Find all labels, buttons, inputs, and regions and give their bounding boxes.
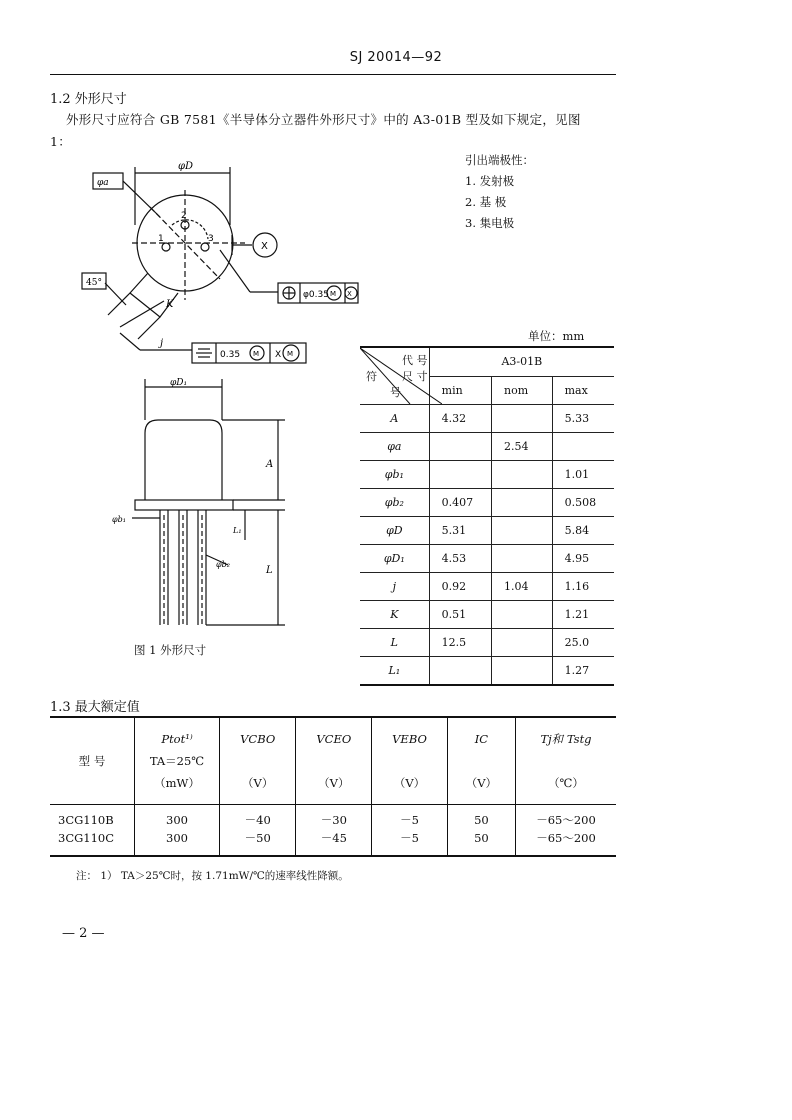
angle-label: 45° [86,278,102,288]
section-1-2-paragraph-line1: 外形尺寸应符合 GB 7581《半导体分立器件外形尺寸》中的 A3-01B 型及如下规定，见图 [66,112,581,127]
phi-b1-label: φb₁ [112,515,126,524]
col-min-header: min [429,376,491,405]
temp-unit: （℃） [548,776,584,790]
table-row [360,601,614,629]
can-body [145,420,222,500]
row-max: 1.01 [552,461,614,489]
row-nom [492,657,553,686]
row-max: 25.0 [552,629,614,657]
vceo-spacer [296,750,371,772]
ptot-unit: （mW） [154,776,200,790]
row-symbol: L [360,629,429,657]
l1-label: L₁ [233,526,242,535]
row-symbol: φa [360,433,429,461]
mmc-label-1: M [330,290,337,298]
flange [135,500,233,510]
value-cell: 50 [447,805,515,830]
row-max: 1.27 [552,657,614,686]
row-nom: 1.04 [492,573,553,601]
value-cell: －50 [220,829,296,856]
table-row [360,489,614,517]
side-view-drawing [100,375,300,635]
row-min [429,461,491,489]
corner-code: 代 号 [402,354,428,367]
l-label: L [266,565,273,576]
vebo-header [372,717,448,805]
table-row [360,461,614,489]
row-nom [492,461,553,489]
unit-label: 单位：mm [528,329,585,343]
corner-symbol-1: 符 [366,370,377,383]
datum-x-ref-2: X [275,350,282,360]
phi-b2-label: φb₂ [216,560,230,569]
row-symbol: φb₂ [360,489,429,517]
row-symbol: j [360,573,429,601]
row-nom: 2.54 [492,433,553,461]
row-min: 0.92 [429,573,491,601]
pin-3-label: 3 [208,234,214,244]
k-label: K [166,299,174,310]
ptot-header [135,717,220,805]
row-symbol: K [360,601,429,629]
row-max: 5.33 [552,405,614,433]
temp-symbol: Tj和 Tstg [540,732,592,746]
row-nom [492,489,553,517]
col-nom-header: nom [492,376,553,405]
type-header: A3-01B [429,347,614,376]
pin-item-2: 2. 基 极 [465,195,507,209]
row-nom [492,517,553,545]
value-cell: 300 [135,829,220,856]
value-cell: －30 [296,805,372,830]
table-row [360,573,614,601]
phi-a-label: φa [97,178,109,188]
row-max [552,433,614,461]
vcbo-header [220,717,296,805]
dimension-table [360,346,614,686]
row-nom [492,629,553,657]
phi-d1-label: φD₁ [170,378,188,388]
value-cell: －5 [372,829,448,856]
row-nom [492,545,553,573]
row-min: 4.32 [429,405,491,433]
section-1-2-paragraph-line2: 1： [50,134,72,149]
table-row [360,545,614,573]
ic-spacer [448,750,515,772]
row-min: 12.5 [429,629,491,657]
row-symbol: A [360,405,429,433]
row-max: 0.508 [552,489,614,517]
model-header: 型 号 [50,717,135,805]
table-row [50,829,616,856]
mmc-label-2: M [253,350,260,358]
vcbo-unit: （V） [242,776,274,790]
j-label: j [160,338,164,349]
symmetry-tolerance-frame [190,340,310,366]
row-max: 1.16 [552,573,614,601]
ptot-condition: TA＝25℃ [149,754,205,768]
corner-size: 尺 寸 [402,370,428,383]
pin-1-label: 1 [158,234,164,244]
table-row [50,805,616,830]
value-cell: －40 [220,805,296,830]
value-cell: －45 [296,829,372,856]
table-row [360,629,614,657]
vceo-unit: （V） [318,776,350,790]
table-row [360,517,614,545]
rating-table [50,716,616,857]
section-1-2-title: 1.2 外形尺寸 [50,92,127,107]
row-max: 5.84 [552,517,614,545]
standard-header: SJ 20014—92 [349,50,443,65]
value-cell: －65～200 [516,829,617,856]
pin-2-label: 2 [181,211,187,221]
table-row [360,657,614,686]
pin-item-1: 1. 发射极 [465,174,515,188]
row-symbol: φD₁ [360,545,429,573]
a-label: A [266,459,274,470]
page-number: — 2 — [62,926,105,941]
phi-d-label: φD [178,161,194,172]
row-symbol: L₁ [360,657,429,686]
pins-title: 引出端极性： [465,153,534,167]
value-cell: 50 [447,829,515,856]
position-tolerance-value: φ0.35 [303,290,329,300]
row-min: 0.51 [429,601,491,629]
pin-item-3: 3. 集电极 [465,216,515,230]
row-min: 0.407 [429,489,491,517]
row-symbol: φD [360,517,429,545]
vcbo-symbol: VCBO [240,732,276,746]
row-max: 4.95 [552,545,614,573]
corner-symbol-2: 号 [390,386,401,399]
table-row [360,405,614,433]
vceo-symbol: VCEO [316,732,352,746]
header-rule [50,74,616,75]
value-cell: －5 [372,805,448,830]
symmetry-tolerance-value: 0.35 [220,350,241,360]
value-cell: 300 [135,805,220,830]
vebo-symbol: VEBO [392,732,427,746]
temp-spacer [516,750,616,772]
row-nom [492,601,553,629]
ic-header [447,717,515,805]
row-min [429,433,491,461]
top-view-drawing [60,155,360,365]
footnote: 注： 1） TA＞25℃时，按 1.71mW/℃的速率线性降额。 [76,870,349,882]
ptot-symbol: Ptot¹⁾ [161,732,193,746]
vcbo-spacer [220,750,295,772]
ic-unit: （V） [465,776,498,790]
row-min [429,657,491,686]
row-nom [492,405,553,433]
row-min: 5.31 [429,517,491,545]
corner-header-cell [360,347,429,405]
section-1-3-title: 1.3 最大额定值 [50,700,140,715]
model-cell: 3CG110C [50,829,135,856]
model-cell: 3CG110B [58,813,114,827]
vebo-unit: （V） [393,776,426,790]
temp-header [516,717,617,805]
figure-caption: 图 1 外形尺寸 [134,643,207,657]
vceo-header [296,717,372,805]
row-symbol: φb₁ [360,461,429,489]
ic-symbol: IC [474,732,489,746]
mmc-label-3: M [287,350,294,358]
table-row [360,433,614,461]
datum-x-ref-1: X [347,290,352,298]
vebo-spacer [372,750,447,772]
row-min: 4.53 [429,545,491,573]
row-max: 1.21 [552,601,614,629]
col-max-header: max [552,376,614,405]
datum-x-label: X [261,241,268,252]
value-cell: －65～200 [516,805,617,830]
